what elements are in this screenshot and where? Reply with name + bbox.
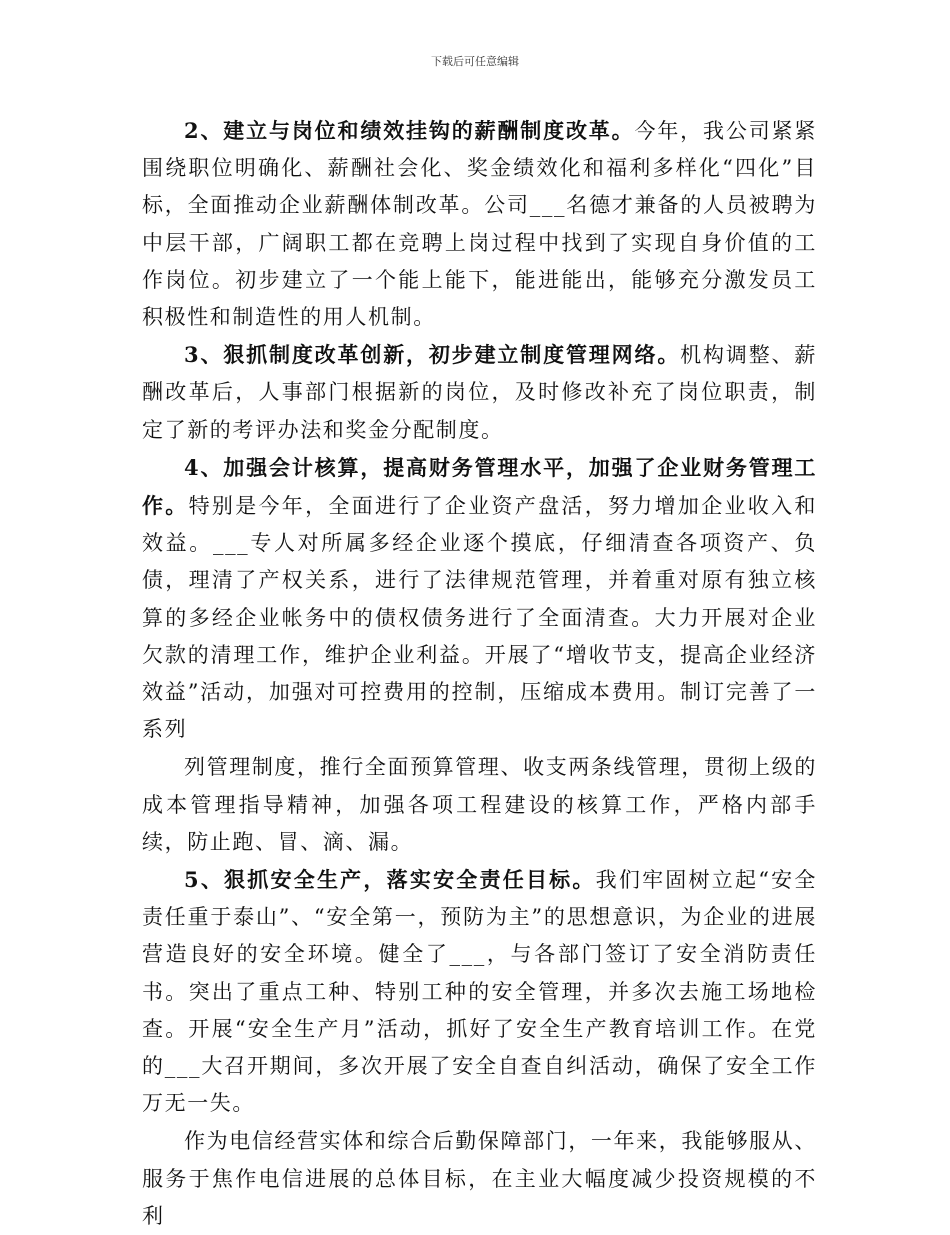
paragraph-text: 今年，我公司紧紧围绕职位明确化、薪酬社会化、奖金绩效化和福利多样化“四化”目标，全面推动企业薪酬体制改革。公司___名德才兼备的人员被聘为中层干部，广阔职工都在竞聘上岗过程中找到了实现自身价值的工作岗位。初步建立了一个能上能下，能进能出，能够充分激发员工积极性和制造性的用人机制。 <box>142 119 817 330</box>
paragraph-text: 我们牢固树立起“安全责任重于泰山”、“安全第一，预防为主”的思想意识，为企业的进展营造良好的安全环境。健全了___，与各部门签订了安全消防责任书。突出了重点工种、特别工种的安全管理，并多次去施工场地检查。开展“安全生产月”活动，抓好了安全生产教育培训工作。在党的___大召开期间，多次开展了安全自查自纠活动，确保了安全工作万无一失。 <box>142 868 817 1116</box>
page-header: 下载后可任意编辑 <box>431 55 519 68</box>
paragraph-heading: 5、狠抓安全生产，落实安全责任目标。 <box>184 867 596 893</box>
paragraph-text: 特别是今年，全面进行了企业资产盘活，努力增加企业收入和效益。___专人对所属多经企业逐个摸底，仔细清查各项资产、负债，理清了产权关系，进行了法律规范管理，并着重对原有独立核算的多经企业帐务中的债权债务进行了全面清查。大力开展对企业欠款的清理工作，维护企业利益。开展了“增收节支，提高企业经济效益”活动，加强对可控费用的控制，压缩成本费用。制订完善了一系列 <box>142 494 818 742</box>
paragraph-management-system <box>142 748 817 861</box>
paragraph-text: 作为电信经营实体和综合后勤保障部门，一年来，我能够服从、服务于焦作电信进展的总体目标，在主业大幅度减少投资规模的不利 <box>142 1129 817 1228</box>
paragraph-salary-reform <box>142 112 817 336</box>
paragraph-heading: 4、加强会计核算，提高财务管理水平，加强了企业财务管理工作。 <box>142 454 817 519</box>
paragraph-safety <box>142 861 817 1122</box>
paragraph-heading: 2、建立与岗位和绩效挂钩的薪酬制度改革。 <box>184 118 635 143</box>
document-body <box>142 112 817 1235</box>
paragraph-accounting <box>142 449 817 749</box>
paragraph-telecom-service <box>142 1122 817 1235</box>
paragraph-heading: 3、狠抓制度改革创新，初步建立制度管理网络。 <box>184 342 681 368</box>
paragraph-text: 机构调整、薪酬改革后，人事部门根据新的岗位，及时修改补充了岗位职责，制定了新的考评办法和奖金分配制度。 <box>142 343 817 442</box>
paragraph-system-reform <box>142 336 817 449</box>
paragraph-text: 列管理制度，推行全面预算管理、收支两条线管理，贯彻上级的成本管理指导精神，加强各项工程建设的核算工作，严格内部手续，防止跑、冒、滴、漏。 <box>142 755 817 854</box>
